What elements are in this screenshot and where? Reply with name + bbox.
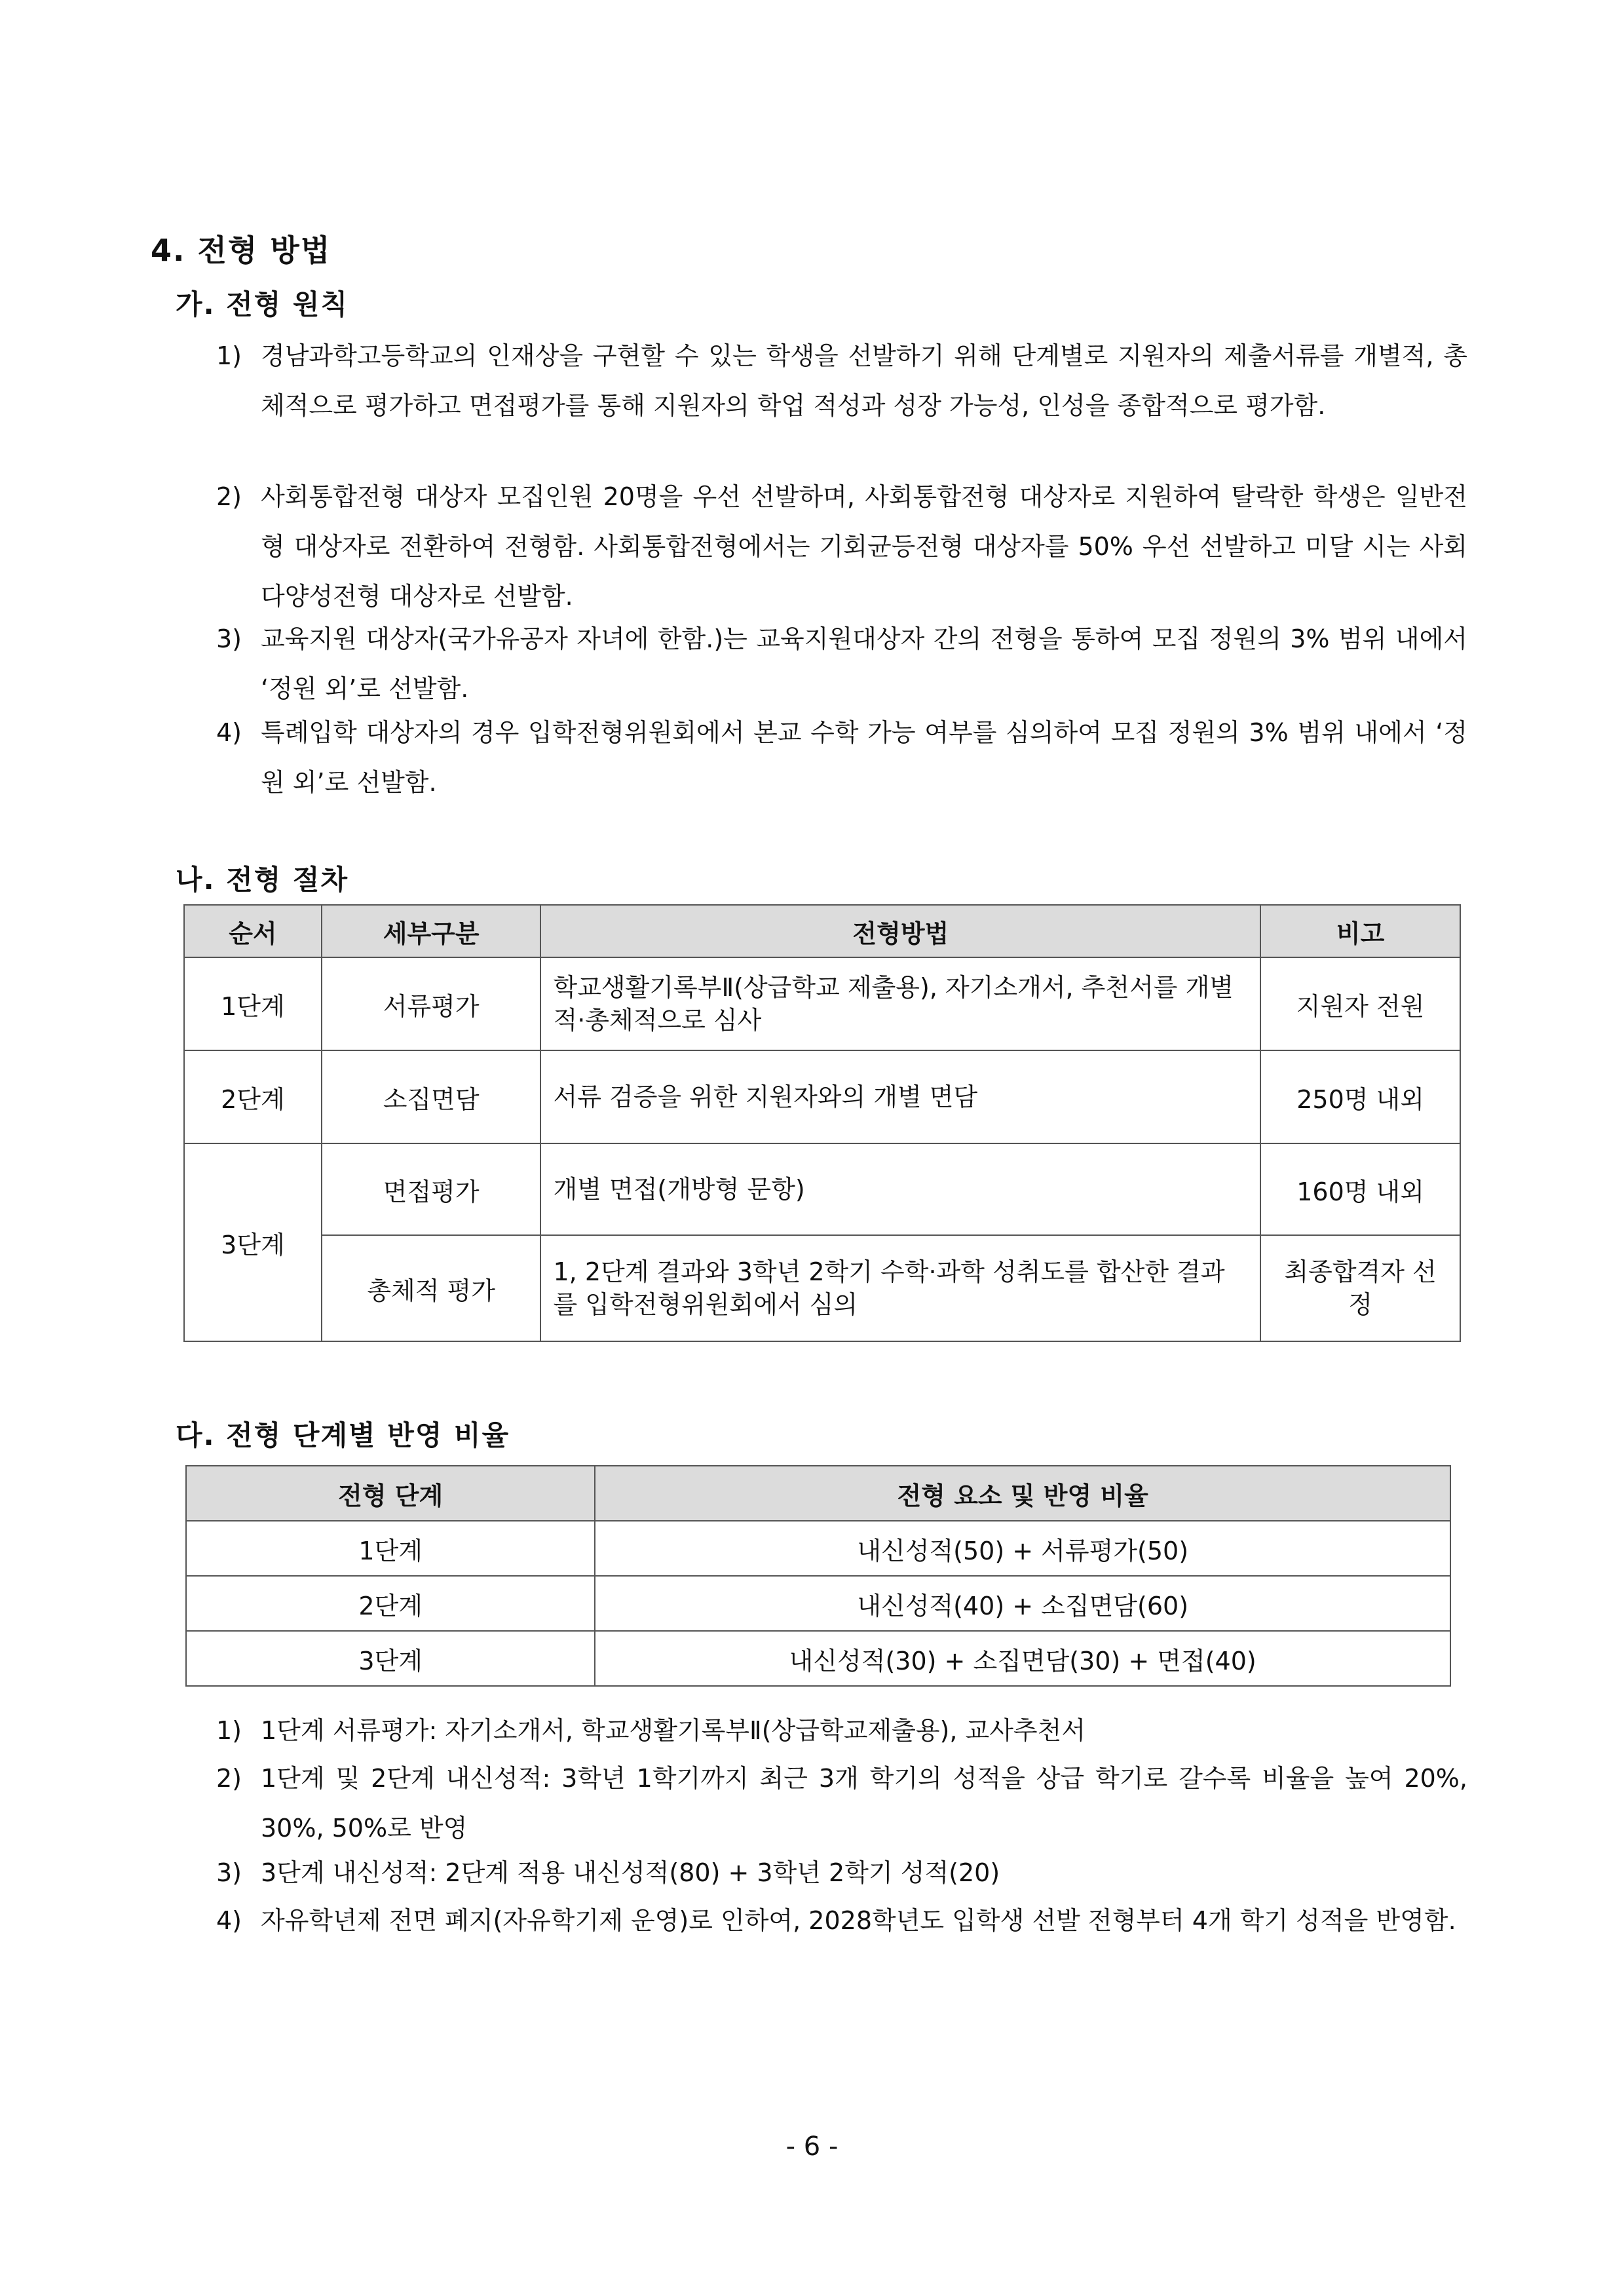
item-text: 교육지원 대상자(국가유공자 자녀에 한함.)는 교육지원대상자 간의 전형을 통하여 모집 정원의 3% 범위 내에서 ‘정원 외’로 선발함.	[261, 624, 1467, 703]
item-number: 2)	[216, 482, 242, 511]
item-text: 3단계 내신성적: 2단계 적용 내신성적(80) + 3학년 2학기 성적(20)	[261, 1858, 1000, 1887]
table-row	[184, 1050, 1460, 1143]
table-row	[186, 1631, 1450, 1686]
header-cell: 전형방법	[540, 905, 1260, 957]
stage-cell: 1단계	[184, 957, 322, 1050]
principle-item	[216, 472, 1467, 621]
item-number: 1)	[216, 1716, 242, 1745]
table-row	[186, 1521, 1450, 1576]
ratio-note	[216, 1896, 1467, 1945]
stage-cell: 3단계	[184, 1143, 322, 1341]
table-row	[184, 957, 1460, 1050]
page-number: - 6 -	[785, 2132, 839, 2162]
item-text: 1단계 및 2단계 내신성적: 3학년 1학기까지 최근 3개 학기의 성적을 상급 학기로 갈수록 비율을 높여 20%, 30%, 50%로 반영	[261, 1764, 1467, 1843]
item-number: 3)	[216, 624, 242, 653]
stage-cell: 3단계	[186, 1631, 595, 1686]
item-text: 특례입학 대상자의 경우 입학전형위원회에서 본교 수학 가능 여부를 심의하여 모집 정원의 3% 범위 내에서 ‘정원 외’로 선발함.	[261, 718, 1467, 797]
ratio-note	[216, 1848, 1467, 1898]
item-text: 경남과학고등학교의 인재상을 구현할 수 있는 학생을 선발하기 위해 단계별로 지원자의 제출서류를 개별적, 총체적으로 평가하고 면접평가를 통해 지원자의 학업 적성과 성장 가능성, 인성을 종합적으로 평가함.	[261, 341, 1467, 420]
sub-cell: 소집면담	[322, 1050, 541, 1143]
item-number: 1)	[216, 341, 242, 370]
section-heading: 4. 전형 방법	[151, 233, 331, 268]
procedure-table	[183, 904, 1461, 1342]
ratio-table	[185, 1465, 1451, 1687]
table-row	[186, 1576, 1450, 1631]
table-header-row	[186, 1466, 1450, 1521]
item-number: 2)	[216, 1764, 242, 1793]
sub-cell: 총체적 평가	[322, 1235, 541, 1341]
subsection-title-procedure: 나. 전형 절차	[176, 864, 349, 896]
subsection-title-principles: 가. 전형 원칙	[176, 288, 349, 320]
method-cell: 개별 면접(개방형 문항)	[540, 1143, 1260, 1235]
header-cell: 전형 단계	[186, 1466, 595, 1521]
table-row	[184, 1143, 1460, 1235]
stage-cell: 1단계	[186, 1521, 595, 1576]
method-cell: 학교생활기록부Ⅱ(상급학교 제출용), 자기소개서, 추천서를 개별적·총체적으로 심사	[540, 957, 1260, 1050]
header-cell: 세부구분	[322, 905, 541, 957]
ratio-note	[216, 1706, 1467, 1755]
subsection-title-ratio: 다. 전형 단계별 반영 비율	[176, 1419, 510, 1451]
method-cell: 1, 2단계 결과와 3학년 2학기 수학·과학 성취도를 합산한 결과를 입학전형위원회에서 심의	[540, 1235, 1260, 1341]
principle-item	[216, 331, 1467, 430]
stage-cell: 2단계	[186, 1576, 595, 1631]
table-row	[184, 1235, 1460, 1341]
ratio-cell: 내신성적(50) + 서류평가(50)	[595, 1521, 1450, 1576]
item-number: 4)	[216, 718, 242, 747]
sub-cell: 면접평가	[322, 1143, 541, 1235]
header-cell: 순서	[184, 905, 322, 957]
sub-cell: 서류평가	[322, 957, 541, 1050]
table-header-row	[184, 905, 1460, 957]
stage-cell: 2단계	[184, 1050, 322, 1143]
note-cell: 최종합격자 선정	[1260, 1235, 1460, 1341]
ratio-cell: 내신성적(40) + 소집면담(60)	[595, 1576, 1450, 1631]
item-number: 3)	[216, 1858, 242, 1887]
header-cell: 비고	[1260, 905, 1460, 957]
ratio-note	[216, 1753, 1467, 1853]
item-number: 4)	[216, 1906, 242, 1935]
header-cell: 전형 요소 및 반영 비율	[595, 1466, 1450, 1521]
note-cell: 250명 내외	[1260, 1050, 1460, 1143]
ratio-cell: 내신성적(30) + 소집면담(30) + 면접(40)	[595, 1631, 1450, 1686]
note-cell: 지원자 전원	[1260, 957, 1460, 1050]
principle-item	[216, 614, 1467, 714]
note-cell: 160명 내외	[1260, 1143, 1460, 1235]
principle-item	[216, 708, 1467, 807]
item-text: 사회통합전형 대상자 모집인원 20명을 우선 선발하며, 사회통합전형 대상자로 지원하여 탈락한 학생은 일반전형 대상자로 전환하여 전형함. 사회통합전형에서는 기회균등전형 대상자를 50% 우선 선발하고 미달 시는 사회다양성전형 대상자로 선발함.	[261, 482, 1467, 611]
method-cell: 서류 검증을 위한 지원자와의 개별 면담	[540, 1050, 1260, 1143]
item-text: 1단계 서류평가: 자기소개서, 학교생활기록부Ⅱ(상급학교제출용), 교사추천서	[261, 1716, 1086, 1745]
item-text: 자유학년제 전면 폐지(자유학기제 운영)로 인하여, 2028학년도 입학생 선발 전형부터 4개 학기 성적을 반영함.	[261, 1906, 1456, 1935]
